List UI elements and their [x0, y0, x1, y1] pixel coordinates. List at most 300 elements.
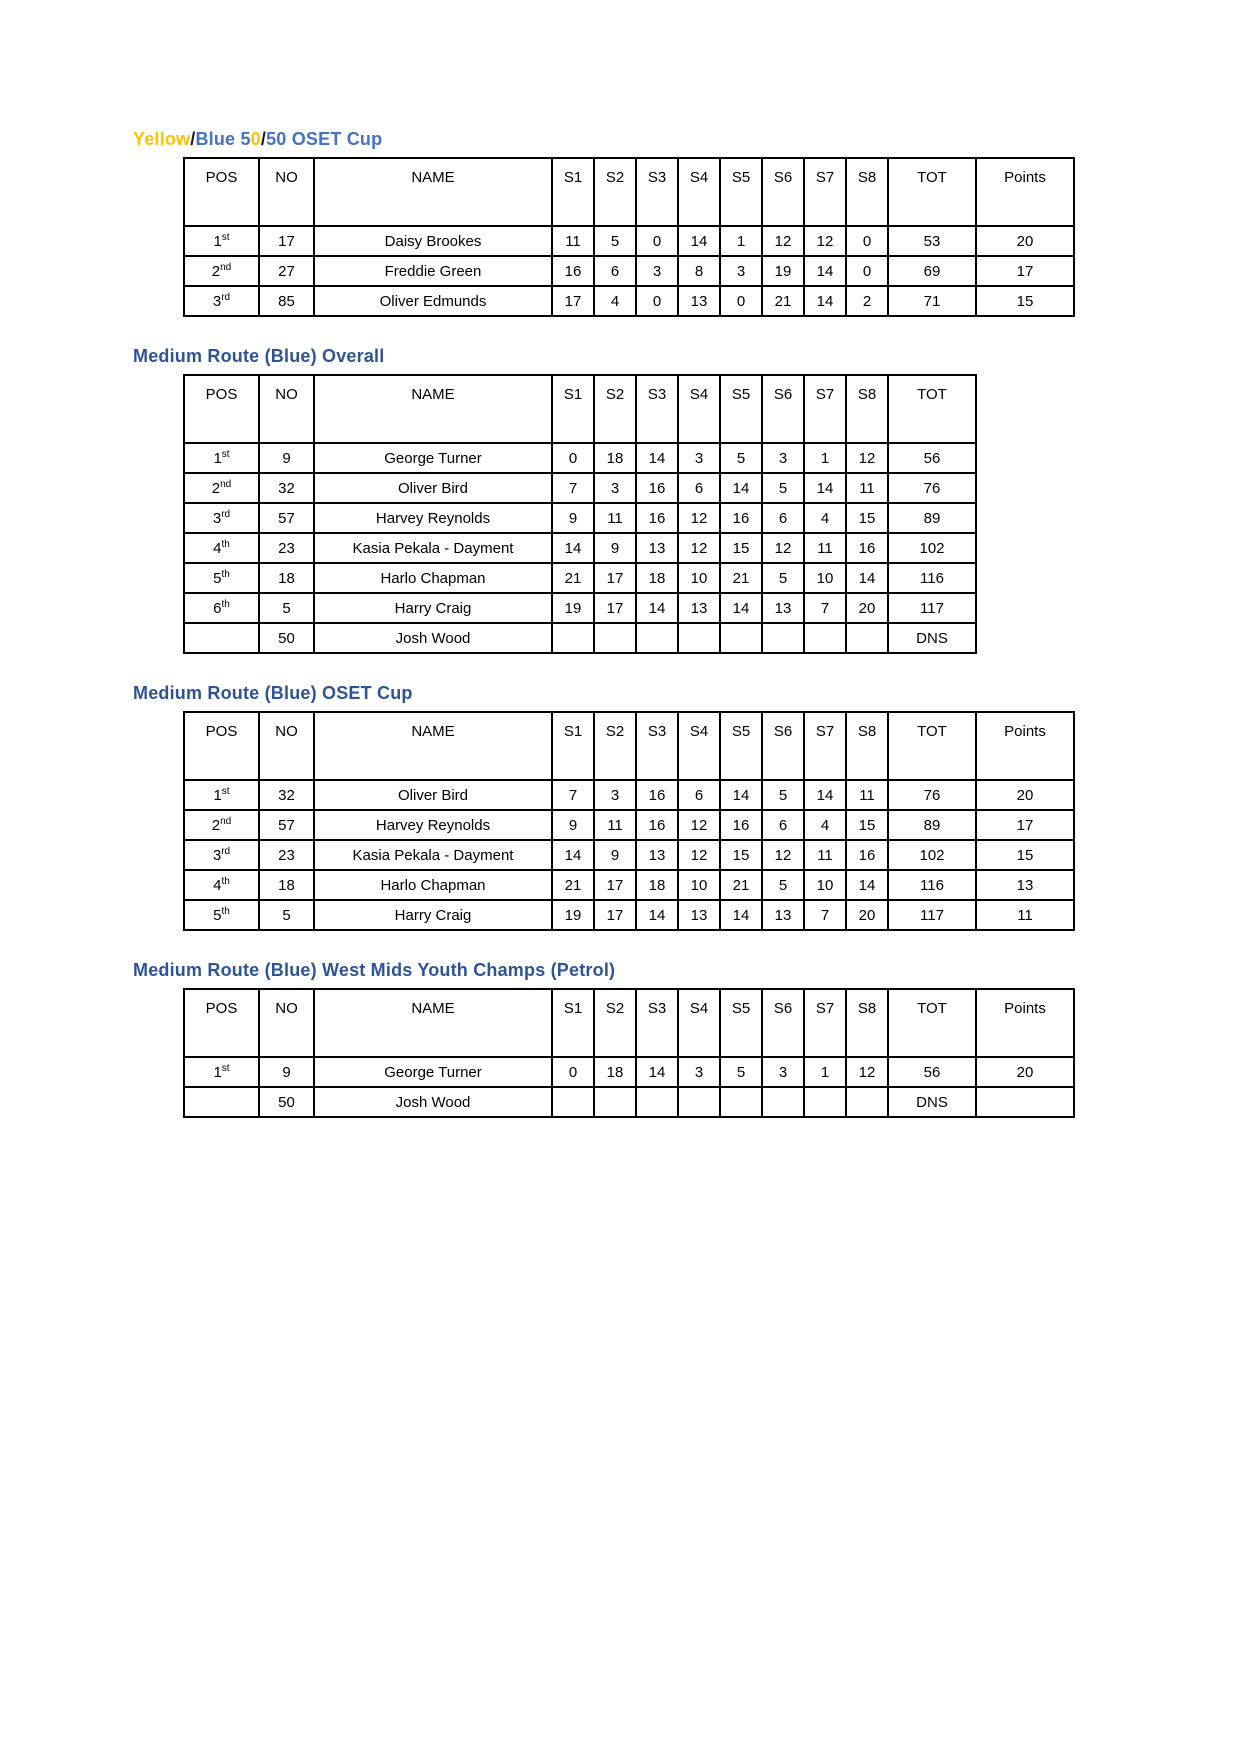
section-score-cell-s8: 0 — [846, 256, 888, 286]
pos-cell: 3rd — [184, 286, 259, 316]
column-header-points: Points — [976, 712, 1074, 780]
column-header-s8: S8 — [846, 158, 888, 226]
total-cell: DNS — [888, 1087, 976, 1117]
section-score-cell-s4 — [678, 1087, 720, 1117]
pos-cell: 1st — [184, 1057, 259, 1087]
section-score-cell-s5: 14 — [720, 780, 762, 810]
total-cell: 102 — [888, 533, 976, 563]
rider-name-cell: Kasia Pekala - Dayment — [314, 840, 552, 870]
section-score-cell-s8: 0 — [846, 226, 888, 256]
heading-segment: Blue 5 — [195, 129, 251, 149]
rider-number-cell: 85 — [259, 286, 314, 316]
section-score-cell-s7: 14 — [804, 473, 846, 503]
column-header-s4: S4 — [678, 989, 720, 1057]
pos-ordinal-suffix: th — [221, 598, 230, 610]
table-body — [184, 1057, 1074, 1117]
section-score-cell-s6: 12 — [762, 840, 804, 870]
section-score-cell-s7: 1 — [804, 1057, 846, 1087]
header-row — [184, 375, 976, 443]
section-score-cell-s5: 0 — [720, 286, 762, 316]
section-score-cell-s1: 7 — [552, 473, 594, 503]
section-score-cell-s7: 4 — [804, 503, 846, 533]
section-score-cell-s4: 6 — [678, 780, 720, 810]
rider-name-cell: George Turner — [314, 443, 552, 473]
header-row — [184, 158, 1074, 226]
pos-cell: 5th — [184, 563, 259, 593]
section-heading — [133, 346, 1200, 367]
section-score-cell-s3: 16 — [636, 503, 678, 533]
section-score-cell-s6 — [762, 1087, 804, 1117]
section-score-cell-s5: 16 — [720, 503, 762, 533]
points-cell — [976, 1087, 1074, 1117]
section-score-cell-s2: 5 — [594, 226, 636, 256]
column-header-s2: S2 — [594, 158, 636, 226]
section-score-cell-s8: 14 — [846, 563, 888, 593]
section-score-cell-s4 — [678, 623, 720, 653]
section-yellow-blue-50-50-oset-cup — [133, 129, 1200, 317]
results-table — [183, 711, 1075, 931]
section-score-cell-s3: 14 — [636, 443, 678, 473]
table-head — [184, 158, 1074, 226]
section-score-cell-s6 — [762, 623, 804, 653]
column-header-s7: S7 — [804, 375, 846, 443]
section-score-cell-s4: 14 — [678, 226, 720, 256]
column-header-s1: S1 — [552, 375, 594, 443]
total-cell: 71 — [888, 286, 976, 316]
section-score-cell-s6: 21 — [762, 286, 804, 316]
total-cell: DNS — [888, 623, 976, 653]
table-row — [184, 443, 976, 473]
column-header-points: Points — [976, 989, 1074, 1057]
section-score-cell-s7: 14 — [804, 256, 846, 286]
points-cell: 17 — [976, 256, 1074, 286]
table-row — [184, 226, 1074, 256]
pos-cell: 3rd — [184, 503, 259, 533]
rider-name-cell: Harvey Reynolds — [314, 810, 552, 840]
column-header-s8: S8 — [846, 375, 888, 443]
column-header-no: NO — [259, 375, 314, 443]
section-score-cell-s5: 15 — [720, 840, 762, 870]
section-score-cell-s6: 12 — [762, 226, 804, 256]
pos-cell: 4th — [184, 870, 259, 900]
column-header-pos: POS — [184, 158, 259, 226]
points-cell: 17 — [976, 810, 1074, 840]
section-score-cell-s5: 14 — [720, 473, 762, 503]
section-score-cell-s5 — [720, 623, 762, 653]
column-header-s6: S6 — [762, 989, 804, 1057]
section-score-cell-s6: 6 — [762, 810, 804, 840]
heading-segment: Medium Route (Blue) West Mids Youth Champs (Petrol) — [133, 960, 616, 980]
results-table — [183, 374, 977, 654]
rider-name-cell: Josh Wood — [314, 1087, 552, 1117]
table-row — [184, 563, 976, 593]
section-score-cell-s1: 14 — [552, 840, 594, 870]
section-score-cell-s8: 20 — [846, 900, 888, 930]
table-row — [184, 286, 1074, 316]
section-score-cell-s1: 21 — [552, 870, 594, 900]
points-cell: 11 — [976, 900, 1074, 930]
table-row — [184, 780, 1074, 810]
pos-cell: 3rd — [184, 840, 259, 870]
section-score-cell-s1: 0 — [552, 1057, 594, 1087]
section-score-cell-s7: 7 — [804, 593, 846, 623]
section-score-cell-s1: 19 — [552, 593, 594, 623]
section-score-cell-s6: 3 — [762, 443, 804, 473]
section-score-cell-s8: 15 — [846, 810, 888, 840]
heading-segment: 50 OSET Cup — [266, 129, 383, 149]
column-header-s6: S6 — [762, 158, 804, 226]
section-score-cell-s4: 12 — [678, 810, 720, 840]
pos-cell — [184, 623, 259, 653]
section-score-cell-s8: 20 — [846, 593, 888, 623]
section-score-cell-s4: 12 — [678, 503, 720, 533]
section-score-cell-s7: 7 — [804, 900, 846, 930]
column-header-pos: POS — [184, 375, 259, 443]
total-cell: 76 — [888, 780, 976, 810]
points-cell: 20 — [976, 1057, 1074, 1087]
section-score-cell-s2: 17 — [594, 563, 636, 593]
table-row — [184, 473, 976, 503]
section-medium-route-blue-west-mids-youth-champs-petrol — [133, 960, 1200, 1118]
table-row — [184, 1057, 1074, 1087]
table-row — [184, 503, 976, 533]
section-score-cell-s1: 17 — [552, 286, 594, 316]
section-score-cell-s5: 15 — [720, 533, 762, 563]
column-header-no: NO — [259, 989, 314, 1057]
column-header-s2: S2 — [594, 989, 636, 1057]
section-score-cell-s5: 1 — [720, 226, 762, 256]
pos-ordinal-suffix: th — [221, 905, 230, 917]
rider-number-cell: 50 — [259, 1087, 314, 1117]
column-header-s2: S2 — [594, 712, 636, 780]
column-header-s8: S8 — [846, 989, 888, 1057]
section-score-cell-s3: 16 — [636, 810, 678, 840]
points-cell: 20 — [976, 226, 1074, 256]
pos-ordinal-suffix: st — [221, 231, 230, 243]
column-header-name: NAME — [314, 158, 552, 226]
column-header-points: Points — [976, 158, 1074, 226]
pos-ordinal-suffix: th — [221, 875, 230, 887]
rider-number-cell: 5 — [259, 593, 314, 623]
column-header-s1: S1 — [552, 989, 594, 1057]
section-score-cell-s1: 11 — [552, 226, 594, 256]
section-score-cell-s4: 13 — [678, 286, 720, 316]
rider-number-cell: 57 — [259, 810, 314, 840]
section-score-cell-s3: 14 — [636, 593, 678, 623]
section-score-cell-s8: 11 — [846, 473, 888, 503]
column-header-s5: S5 — [720, 375, 762, 443]
section-score-cell-s6: 3 — [762, 1057, 804, 1087]
column-header-pos: POS — [184, 989, 259, 1057]
section-score-cell-s1 — [552, 1087, 594, 1117]
section-score-cell-s2: 9 — [594, 840, 636, 870]
section-score-cell-s1: 14 — [552, 533, 594, 563]
section-score-cell-s6: 5 — [762, 780, 804, 810]
rider-name-cell: Daisy Brookes — [314, 226, 552, 256]
header-row — [184, 989, 1074, 1057]
heading-segment: Medium Route (Blue) OSET Cup — [133, 683, 413, 703]
section-heading — [133, 960, 1200, 981]
points-cell: 15 — [976, 840, 1074, 870]
pos-ordinal-suffix: rd — [221, 845, 231, 857]
table-row — [184, 810, 1074, 840]
column-header-tot: TOT — [888, 989, 976, 1057]
section-score-cell-s8: 15 — [846, 503, 888, 533]
section-score-cell-s2 — [594, 623, 636, 653]
column-header-s7: S7 — [804, 712, 846, 780]
column-header-s4: S4 — [678, 158, 720, 226]
section-score-cell-s4: 3 — [678, 1057, 720, 1087]
section-score-cell-s7: 11 — [804, 533, 846, 563]
column-header-s7: S7 — [804, 158, 846, 226]
points-cell: 13 — [976, 870, 1074, 900]
section-score-cell-s5: 5 — [720, 1057, 762, 1087]
points-cell: 20 — [976, 780, 1074, 810]
section-score-cell-s8: 2 — [846, 286, 888, 316]
section-score-cell-s7 — [804, 1087, 846, 1117]
column-header-s8: S8 — [846, 712, 888, 780]
section-score-cell-s2: 4 — [594, 286, 636, 316]
section-score-cell-s6: 6 — [762, 503, 804, 533]
pos-ordinal-suffix: nd — [220, 478, 232, 490]
section-score-cell-s2 — [594, 1087, 636, 1117]
pos-ordinal-suffix: th — [221, 538, 230, 550]
column-header-s4: S4 — [678, 375, 720, 443]
table-row — [184, 623, 976, 653]
total-cell: 69 — [888, 256, 976, 286]
pos-ordinal-suffix: rd — [221, 291, 231, 303]
total-cell: 56 — [888, 1057, 976, 1087]
section-score-cell-s6: 12 — [762, 533, 804, 563]
section-score-cell-s3: 0 — [636, 286, 678, 316]
column-header-s1: S1 — [552, 712, 594, 780]
pos-ordinal-suffix: st — [221, 448, 230, 460]
rider-name-cell: Harlo Chapman — [314, 870, 552, 900]
section-score-cell-s3: 18 — [636, 870, 678, 900]
section-score-cell-s7: 10 — [804, 870, 846, 900]
pos-cell: 4th — [184, 533, 259, 563]
section-score-cell-s4: 6 — [678, 473, 720, 503]
table-head — [184, 712, 1074, 780]
section-score-cell-s3: 16 — [636, 473, 678, 503]
column-header-s3: S3 — [636, 375, 678, 443]
points-cell: 15 — [976, 286, 1074, 316]
pos-ordinal-suffix: st — [221, 785, 230, 797]
rider-number-cell: 18 — [259, 870, 314, 900]
section-score-cell-s8: 16 — [846, 840, 888, 870]
pos-ordinal-suffix: nd — [220, 815, 232, 827]
column-header-no: NO — [259, 712, 314, 780]
section-score-cell-s4: 13 — [678, 593, 720, 623]
section-score-cell-s2: 3 — [594, 780, 636, 810]
section-score-cell-s5: 3 — [720, 256, 762, 286]
section-score-cell-s7: 14 — [804, 780, 846, 810]
section-score-cell-s5: 14 — [720, 900, 762, 930]
section-score-cell-s2: 17 — [594, 593, 636, 623]
section-score-cell-s3: 14 — [636, 900, 678, 930]
table-head — [184, 375, 976, 443]
column-header-s3: S3 — [636, 158, 678, 226]
results-table — [183, 988, 1075, 1118]
section-score-cell-s8: 12 — [846, 1057, 888, 1087]
column-header-no: NO — [259, 158, 314, 226]
total-cell: 76 — [888, 473, 976, 503]
rider-number-cell: 50 — [259, 623, 314, 653]
total-cell: 89 — [888, 503, 976, 533]
section-score-cell-s2: 9 — [594, 533, 636, 563]
section-score-cell-s2: 11 — [594, 503, 636, 533]
section-score-cell-s4: 12 — [678, 840, 720, 870]
section-score-cell-s4: 10 — [678, 563, 720, 593]
rider-number-cell: 23 — [259, 840, 314, 870]
table-row — [184, 1087, 1074, 1117]
section-score-cell-s3: 14 — [636, 1057, 678, 1087]
rider-name-cell: Freddie Green — [314, 256, 552, 286]
table-row — [184, 533, 976, 563]
table-body — [184, 443, 976, 653]
section-score-cell-s7: 12 — [804, 226, 846, 256]
section-score-cell-s5: 5 — [720, 443, 762, 473]
table-body — [184, 226, 1074, 316]
pos-ordinal-suffix: th — [221, 568, 230, 580]
table-row — [184, 840, 1074, 870]
section-score-cell-s7: 1 — [804, 443, 846, 473]
pos-cell: 1st — [184, 780, 259, 810]
section-score-cell-s3: 13 — [636, 533, 678, 563]
section-score-cell-s5 — [720, 1087, 762, 1117]
section-score-cell-s3: 18 — [636, 563, 678, 593]
section-score-cell-s8 — [846, 623, 888, 653]
rider-name-cell: Harry Craig — [314, 900, 552, 930]
section-score-cell-s4: 3 — [678, 443, 720, 473]
table-head — [184, 989, 1074, 1057]
section-score-cell-s1: 19 — [552, 900, 594, 930]
section-score-cell-s3: 16 — [636, 780, 678, 810]
pos-ordinal-suffix: rd — [221, 508, 231, 520]
section-score-cell-s5: 14 — [720, 593, 762, 623]
section-score-cell-s4: 8 — [678, 256, 720, 286]
column-header-s6: S6 — [762, 712, 804, 780]
section-score-cell-s2: 17 — [594, 900, 636, 930]
section-score-cell-s4: 12 — [678, 533, 720, 563]
pos-cell: 5th — [184, 900, 259, 930]
total-cell: 102 — [888, 840, 976, 870]
table-row — [184, 900, 1074, 930]
pos-cell: 2nd — [184, 810, 259, 840]
table-body — [184, 780, 1074, 930]
section-heading — [133, 129, 1200, 150]
section-score-cell-s4: 13 — [678, 900, 720, 930]
section-score-cell-s7 — [804, 623, 846, 653]
section-score-cell-s3: 13 — [636, 840, 678, 870]
pos-cell: 1st — [184, 226, 259, 256]
section-score-cell-s2: 3 — [594, 473, 636, 503]
section-score-cell-s8: 12 — [846, 443, 888, 473]
section-score-cell-s6: 13 — [762, 900, 804, 930]
section-score-cell-s8: 16 — [846, 533, 888, 563]
rider-name-cell: Harlo Chapman — [314, 563, 552, 593]
pos-cell: 1st — [184, 443, 259, 473]
section-score-cell-s6: 13 — [762, 593, 804, 623]
heading-segment: / — [190, 129, 196, 149]
section-score-cell-s6: 19 — [762, 256, 804, 286]
section-score-cell-s3 — [636, 1087, 678, 1117]
section-score-cell-s4: 10 — [678, 870, 720, 900]
heading-segment: / — [260, 129, 267, 149]
heading-segment: Medium Route (Blue) Overall — [133, 346, 385, 366]
pos-cell: 2nd — [184, 256, 259, 286]
section-score-cell-s3: 3 — [636, 256, 678, 286]
section-score-cell-s1: 9 — [552, 503, 594, 533]
rider-number-cell: 9 — [259, 443, 314, 473]
pos-cell — [184, 1087, 259, 1117]
column-header-s5: S5 — [720, 989, 762, 1057]
rider-name-cell: Harry Craig — [314, 593, 552, 623]
rider-number-cell: 27 — [259, 256, 314, 286]
rider-number-cell: 5 — [259, 900, 314, 930]
section-score-cell-s7: 14 — [804, 286, 846, 316]
section-score-cell-s2: 6 — [594, 256, 636, 286]
rider-number-cell: 57 — [259, 503, 314, 533]
pos-cell: 6th — [184, 593, 259, 623]
column-header-s7: S7 — [804, 989, 846, 1057]
section-score-cell-s1: 0 — [552, 443, 594, 473]
pos-cell: 2nd — [184, 473, 259, 503]
section-score-cell-s2: 11 — [594, 810, 636, 840]
section-score-cell-s2: 17 — [594, 870, 636, 900]
column-header-s3: S3 — [636, 712, 678, 780]
section-score-cell-s8: 14 — [846, 870, 888, 900]
column-header-name: NAME — [314, 712, 552, 780]
column-header-name: NAME — [314, 375, 552, 443]
rider-name-cell: Oliver Edmunds — [314, 286, 552, 316]
section-score-cell-s1: 16 — [552, 256, 594, 286]
column-header-name: NAME — [314, 989, 552, 1057]
column-header-tot: TOT — [888, 375, 976, 443]
column-header-s3: S3 — [636, 989, 678, 1057]
total-cell: 53 — [888, 226, 976, 256]
heading-segment: 0 — [250, 129, 261, 149]
rider-name-cell: Josh Wood — [314, 623, 552, 653]
column-header-s2: S2 — [594, 375, 636, 443]
rider-number-cell: 9 — [259, 1057, 314, 1087]
results-table — [183, 157, 1075, 317]
heading-segment: Yellow — [133, 129, 191, 149]
column-header-s5: S5 — [720, 158, 762, 226]
section-score-cell-s5: 16 — [720, 810, 762, 840]
section-score-cell-s5: 21 — [720, 563, 762, 593]
table-row — [184, 256, 1074, 286]
column-header-s6: S6 — [762, 375, 804, 443]
rider-name-cell: Kasia Pekala - Dayment — [314, 533, 552, 563]
rider-name-cell: Harvey Reynolds — [314, 503, 552, 533]
rider-name-cell: Oliver Bird — [314, 473, 552, 503]
section-score-cell-s3 — [636, 623, 678, 653]
column-header-tot: TOT — [888, 712, 976, 780]
rider-number-cell: 32 — [259, 780, 314, 810]
column-header-s1: S1 — [552, 158, 594, 226]
column-header-tot: TOT — [888, 158, 976, 226]
section-score-cell-s5: 21 — [720, 870, 762, 900]
section-score-cell-s2: 18 — [594, 443, 636, 473]
total-cell: 116 — [888, 563, 976, 593]
section-score-cell-s7: 4 — [804, 810, 846, 840]
section-score-cell-s2: 18 — [594, 1057, 636, 1087]
column-header-pos: POS — [184, 712, 259, 780]
pos-ordinal-suffix: nd — [220, 261, 232, 273]
rider-name-cell: Oliver Bird — [314, 780, 552, 810]
section-score-cell-s6: 5 — [762, 563, 804, 593]
